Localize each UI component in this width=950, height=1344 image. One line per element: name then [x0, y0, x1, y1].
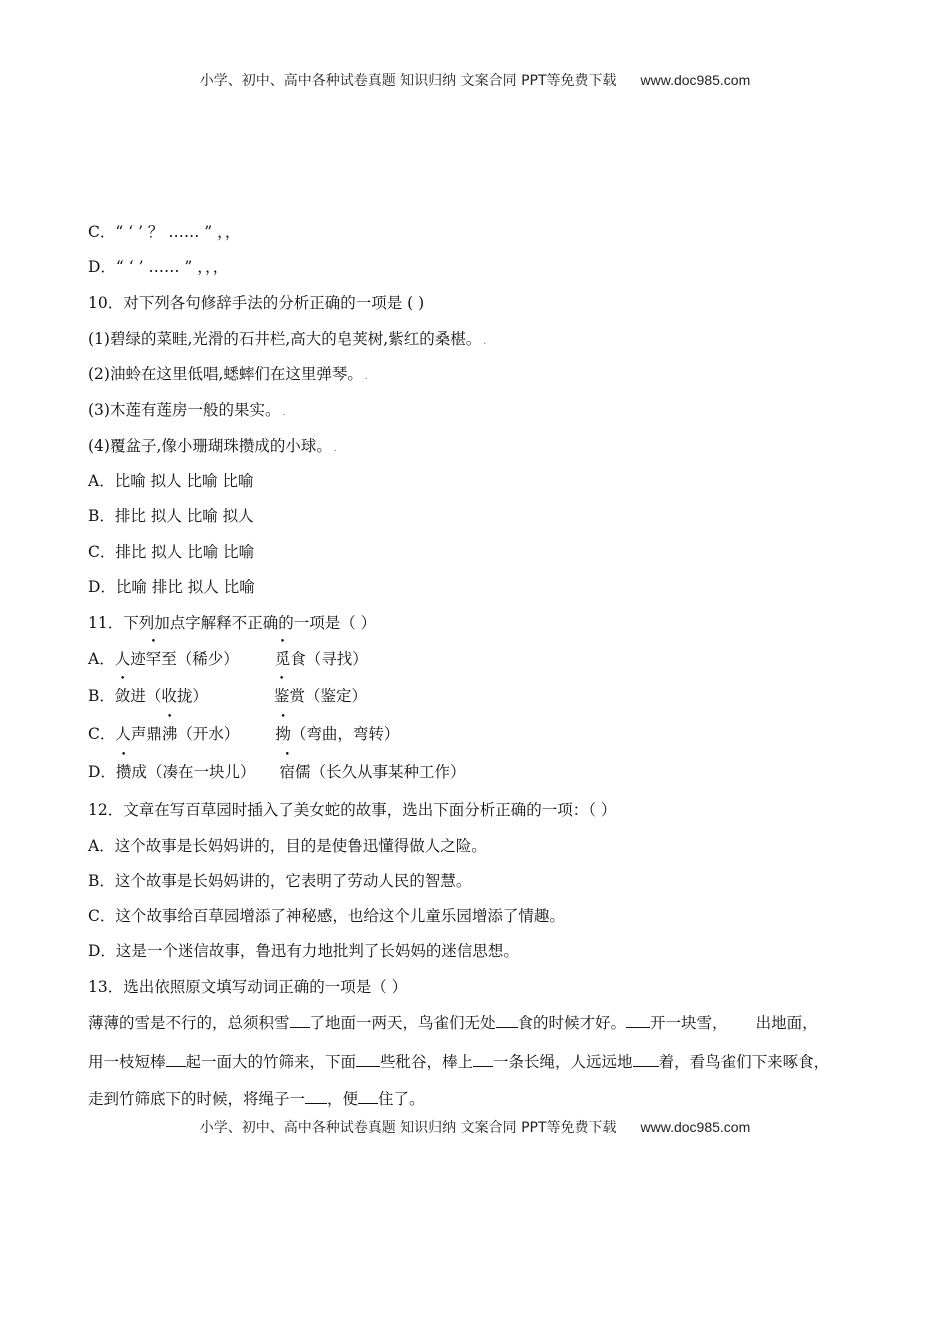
q13-stem: 13．选出依照原文填写动词正确的一项是（ ）	[88, 978, 408, 996]
q10-sentence-2: (2)油蛉在这里低唱,蟋蟀们在这里弹琴。 .	[88, 365, 368, 383]
q9-option-d: D．“ ‘ ’ …… ” ，，，	[88, 258, 229, 276]
q11-stem: 11．下列加点字解释不正确的一项是（ ）	[88, 614, 377, 632]
q13-passage-line-1: 薄薄的雪是不行的，总须积雪 了地面一两天，鸟雀们无处 食的时候才好。 开一块雪， 出地面，	[88, 1014, 818, 1032]
footer-site: www.doc985.com	[640, 1119, 751, 1135]
q10-sentence-1: (1)碧绿的菜畦,光滑的石井栏,高大的皂荚树,紫红的桑椹。 .	[88, 330, 487, 348]
q10-option-b: B．排比 拟人 比喻 拟人	[88, 507, 254, 525]
q12-stem: 12．文章在写百草园时插入了美女蛇的故事，选出下面分析正确的一项：（ ）	[88, 801, 617, 819]
header-site: www.doc985.com	[640, 72, 751, 88]
q10-sentence-3: (3)木莲有莲房一般的果实。 .	[88, 401, 286, 419]
q10-sentence-4: (4)覆盆子,像小珊瑚珠攒成的小球。 .	[88, 437, 337, 455]
footer-text: 小学、初中、高中各种试卷真题 知识归纳 文案合同 PPT等免费下载	[199, 1120, 617, 1136]
q12-option-a: A．这个故事是长妈妈讲的，目的是使鲁迅懂得做人之险。	[88, 837, 487, 855]
q11-option-d: D．攒成（凑在一块儿） 宿儒（长久从事某种工作）	[88, 763, 466, 781]
q10-option-d: D．比喻 排比 拟人 比喻	[88, 578, 255, 596]
q11-option-c: C．人声鼎沸（开水） 拗（弯曲，弯转）	[88, 725, 400, 743]
q11-option-a: A．人迹罕至（稀少） 觅食（寻找）	[88, 650, 368, 668]
q13-passage-line-3: 走到竹筛底下的时候，将绳子一 ，便 住了。	[88, 1090, 425, 1108]
q9-option-c: C．“ ‘ ’ ？ …… ” ，，	[88, 223, 241, 241]
q12-option-c: C．这个故事给百草园增添了神秘感，也给这个儿童乐园增添了情趣。	[88, 907, 565, 925]
q10-stem: 10．对下列各句修辞手法的分析正确的一项是 ( )	[88, 294, 425, 312]
q11-option-b: B．敛进（收拢） 鉴赏（鉴定）	[88, 687, 367, 705]
page-header	[0, 70, 950, 90]
header-text: 小学、初中、高中各种试卷真题 知识归纳 文案合同 PPT等免费下载	[199, 73, 617, 89]
q13-passage-line-2: 用一枝短棒 起一面大的竹筛来，下面 些秕谷，棒上 一条长绳，人远远地 着，看鸟雀们下来啄食，	[88, 1053, 830, 1071]
q12-option-b: B．这个故事是长妈妈讲的，它表明了劳动人民的智慧。	[88, 872, 472, 890]
page-footer	[0, 1117, 950, 1137]
q12-option-d: D．这是一个迷信故事，鲁迅有力地批判了长妈妈的迷信思想。	[88, 942, 519, 960]
q10-option-a: A．比喻 拟人 比喻 比喻	[88, 472, 254, 490]
q10-option-c: C．排比 拟人 比喻 比喻	[88, 543, 255, 561]
